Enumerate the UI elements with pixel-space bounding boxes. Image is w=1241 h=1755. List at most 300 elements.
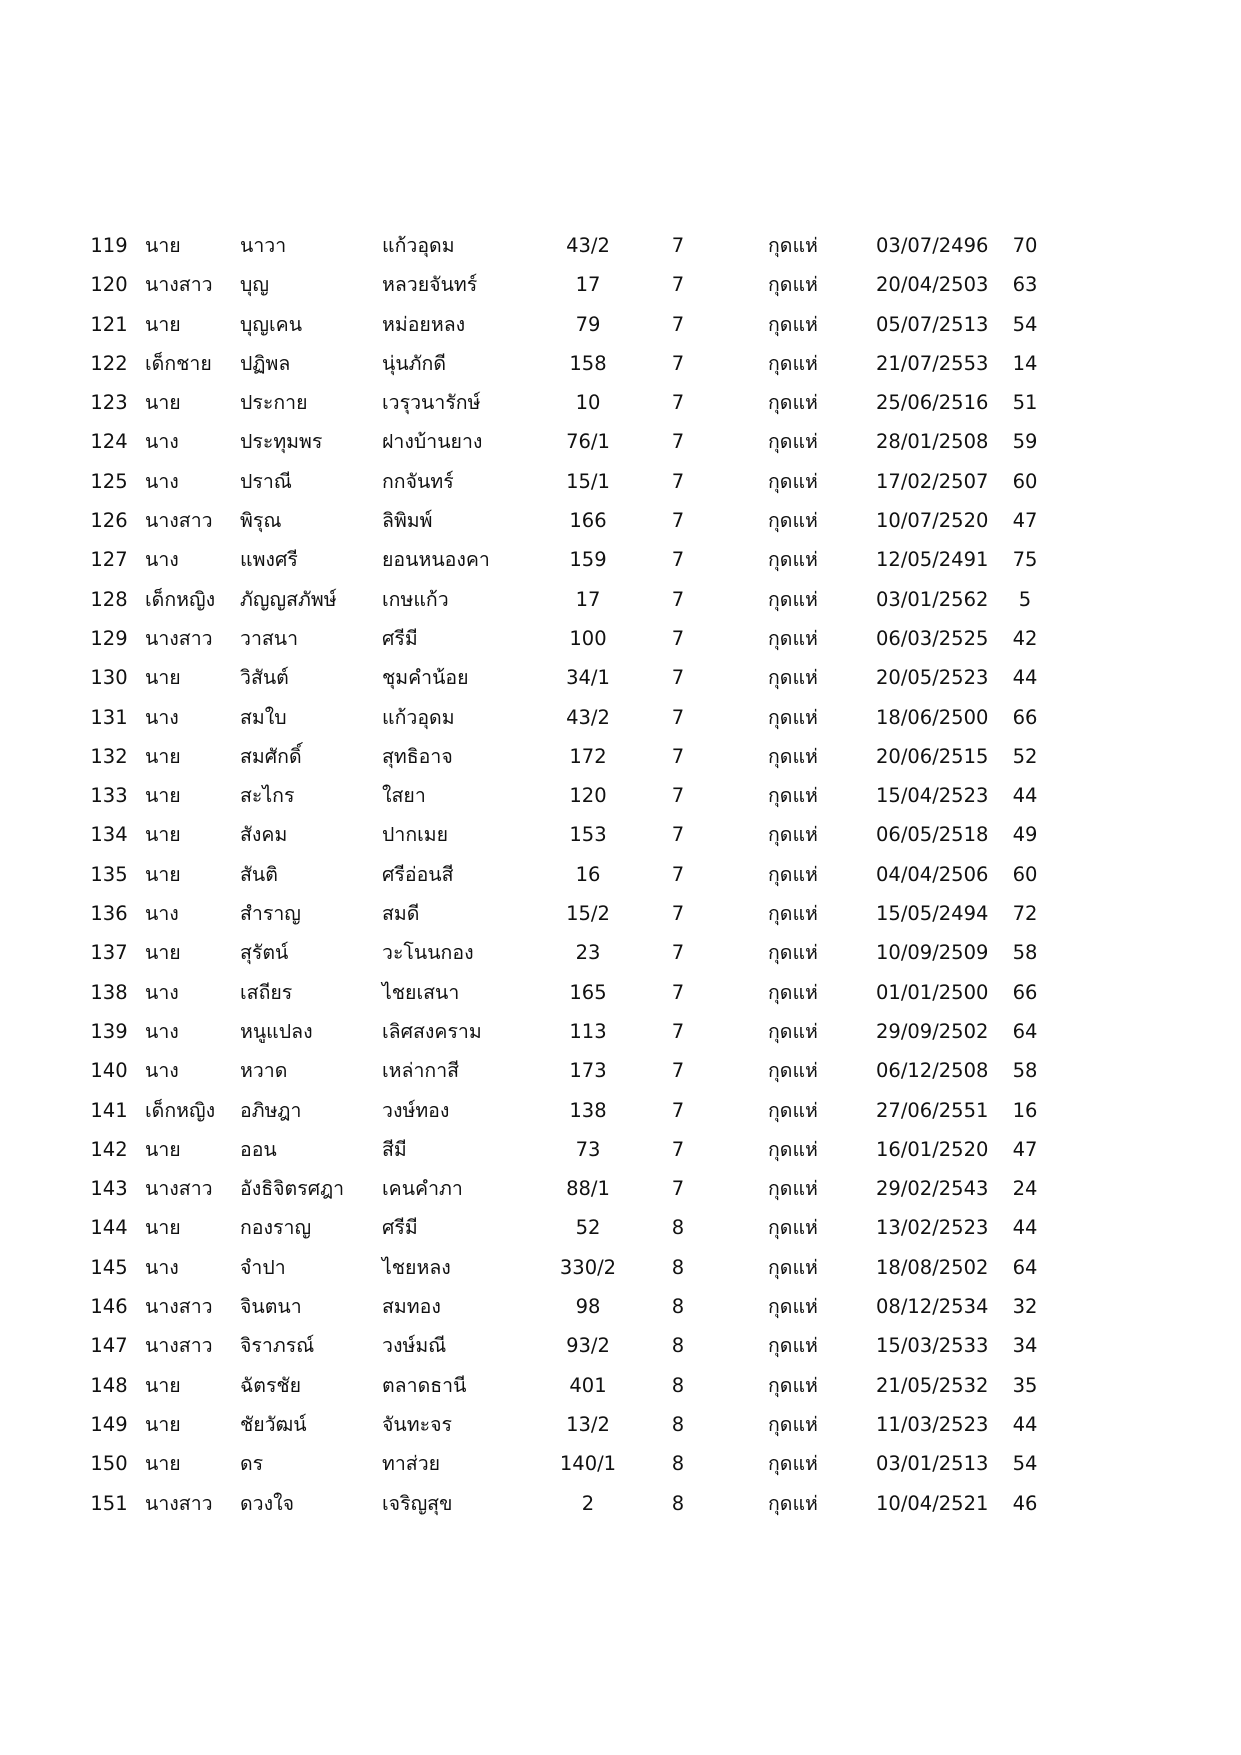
- first-name: บุญเคน: [240, 312, 303, 336]
- age: 54: [1012, 312, 1038, 336]
- birth-date: 01/01/2500: [876, 980, 989, 1004]
- village-group-number: 7: [671, 1059, 685, 1083]
- table-row: [0, 619, 1241, 658]
- table-row: [0, 1405, 1241, 1444]
- row-number: 142: [90, 1137, 128, 1161]
- row-number: 138: [90, 980, 128, 1004]
- row-number: 135: [90, 862, 128, 886]
- house-number: 140/1: [559, 1452, 617, 1476]
- row-number: 151: [90, 1491, 128, 1515]
- first-name: สังคม: [240, 823, 288, 847]
- last-name: ชุมคำน้อย: [382, 666, 469, 690]
- name-prefix: นาย: [145, 1452, 181, 1476]
- village-name: กุดแห่: [768, 784, 818, 808]
- house-number: 165: [569, 980, 607, 1004]
- house-number: 113: [569, 1019, 607, 1043]
- age: 72: [1012, 902, 1038, 926]
- name-prefix: นาย: [145, 1137, 181, 1161]
- village-name: กุดแห่: [768, 1334, 818, 1358]
- age: 75: [1012, 548, 1038, 572]
- last-name: ลิพิมพ์: [382, 509, 433, 533]
- age: 44: [1012, 784, 1038, 808]
- row-number: 143: [90, 1177, 128, 1201]
- village-group-number: 7: [671, 587, 685, 611]
- name-prefix: นาย: [145, 1216, 181, 1240]
- village-name: กุดแห่: [768, 1255, 818, 1279]
- last-name: ปากเมย: [382, 823, 449, 847]
- house-number: 158: [569, 351, 607, 375]
- house-number: 100: [569, 626, 607, 650]
- row-number: 125: [90, 469, 128, 493]
- last-name: สีมี: [382, 1137, 407, 1161]
- last-name: จันทะจร: [382, 1412, 452, 1436]
- first-name: อภิษฎา: [240, 1098, 302, 1122]
- village-group-number: 7: [671, 469, 685, 493]
- age: 60: [1012, 862, 1038, 886]
- last-name: ศรีมี: [382, 626, 418, 650]
- name-prefix: นางสาว: [145, 1491, 213, 1515]
- name-prefix: นาย: [145, 862, 181, 886]
- row-number: 133: [90, 784, 128, 808]
- name-prefix: นางสาว: [145, 1177, 213, 1201]
- row-number: 141: [90, 1098, 128, 1122]
- house-number: 98: [575, 1295, 601, 1319]
- name-prefix: นาย: [145, 666, 181, 690]
- row-number: 126: [90, 509, 128, 533]
- table-row: [0, 1208, 1241, 1247]
- village-group-number: 7: [671, 784, 685, 808]
- age: 59: [1012, 430, 1038, 454]
- house-number: 13/2: [566, 1412, 610, 1436]
- row-number: 132: [90, 744, 128, 768]
- village-group-number: 7: [671, 391, 685, 415]
- first-name: สะไกร: [240, 784, 295, 808]
- house-number: 52: [575, 1216, 601, 1240]
- table-row: [0, 894, 1241, 933]
- last-name: ยอนหนองคา: [382, 548, 490, 572]
- first-name: ประทุมพร: [240, 430, 323, 454]
- village-name: กุดแห่: [768, 587, 818, 611]
- last-name: สมทอง: [382, 1295, 441, 1319]
- first-name: ชัยวัฒน์: [240, 1412, 307, 1436]
- village-group-number: 8: [671, 1491, 685, 1515]
- house-number: 23: [575, 941, 601, 965]
- table-row: [0, 501, 1241, 540]
- age: 66: [1012, 980, 1038, 1004]
- table-row: [0, 1444, 1241, 1483]
- birth-date: 18/08/2502: [876, 1255, 989, 1279]
- table-row: [0, 973, 1241, 1012]
- name-prefix: เด็กหญิง: [145, 587, 216, 611]
- row-number: 148: [90, 1373, 128, 1397]
- village-group-number: 7: [671, 1019, 685, 1043]
- first-name: ภัญญสภัพษ์: [240, 587, 337, 611]
- first-name: ปฏิพล: [240, 351, 291, 375]
- row-number: 121: [90, 312, 128, 336]
- first-name: วิสันต์: [240, 666, 289, 690]
- table-row: [0, 305, 1241, 344]
- age: 64: [1012, 1255, 1038, 1279]
- house-number: 330/2: [559, 1255, 617, 1279]
- village-group-number: 8: [671, 1334, 685, 1358]
- village-group-number: 7: [671, 823, 685, 847]
- village-name: กุดแห่: [768, 980, 818, 1004]
- name-prefix: นาย: [145, 1412, 181, 1436]
- last-name: ไชยหลง: [382, 1255, 451, 1279]
- village-group-number: 7: [671, 626, 685, 650]
- first-name: หนูแปลง: [240, 1019, 313, 1043]
- table-row: [0, 540, 1241, 579]
- name-prefix: นาย: [145, 941, 181, 965]
- village-name: กุดแห่: [768, 312, 818, 336]
- first-name: ปราณี: [240, 469, 292, 493]
- village-name: กุดแห่: [768, 666, 818, 690]
- table-row: [0, 265, 1241, 304]
- last-name: สมดี: [382, 902, 420, 926]
- table-row: [0, 815, 1241, 854]
- row-number: 150: [90, 1452, 128, 1476]
- last-name: ทาส่วย: [382, 1452, 441, 1476]
- village-name: กุดแห่: [768, 1412, 818, 1436]
- house-number: 15/1: [566, 469, 610, 493]
- first-name: สำราญ: [240, 902, 301, 926]
- birth-date: 03/01/2513: [876, 1452, 989, 1476]
- row-number: 147: [90, 1334, 128, 1358]
- name-prefix: นาง: [145, 902, 179, 926]
- village-name: กุดแห่: [768, 1059, 818, 1083]
- village-name: กุดแห่: [768, 744, 818, 768]
- row-number: 119: [90, 234, 128, 257]
- name-prefix: นาย: [145, 234, 181, 257]
- name-prefix: นาย: [145, 1373, 181, 1397]
- row-number: 131: [90, 705, 128, 729]
- first-name: พิรุณ: [240, 509, 282, 533]
- last-name: เลิศสงคราม: [382, 1019, 482, 1043]
- row-number: 149: [90, 1412, 128, 1436]
- house-number: 76/1: [566, 430, 610, 454]
- first-name: สันติ: [240, 862, 278, 886]
- village-name: กุดแห่: [768, 1295, 818, 1319]
- birth-date: 06/12/2508: [876, 1059, 989, 1083]
- row-number: 137: [90, 941, 128, 965]
- table-row: [0, 1012, 1241, 1051]
- village-name: กุดแห่: [768, 705, 818, 729]
- first-name: นาวา: [240, 234, 287, 257]
- age: 60: [1012, 469, 1038, 493]
- last-name: สุทธิอาจ: [382, 744, 453, 768]
- table-row: [0, 855, 1241, 894]
- village-name: กุดแห่: [768, 1452, 818, 1476]
- birth-date: 10/04/2521: [876, 1491, 989, 1515]
- row-number: 145: [90, 1255, 128, 1279]
- age: 34: [1012, 1334, 1038, 1358]
- village-group-number: 7: [671, 744, 685, 768]
- birth-date: 25/06/2516: [876, 391, 989, 415]
- row-number: 139: [90, 1019, 128, 1043]
- name-prefix: นาง: [145, 980, 179, 1004]
- village-name: กุดแห่: [768, 1491, 818, 1515]
- house-number: 172: [569, 744, 607, 768]
- last-name: เจริญสุข: [382, 1491, 453, 1515]
- age: 66: [1012, 705, 1038, 729]
- row-number: 144: [90, 1216, 128, 1240]
- birth-date: 20/04/2503: [876, 273, 989, 297]
- house-number: 73: [575, 1137, 601, 1161]
- birth-date: 03/07/2496: [876, 234, 989, 257]
- name-prefix: นาย: [145, 744, 181, 768]
- name-prefix: นาง: [145, 1255, 179, 1279]
- first-name: หวาด: [240, 1059, 288, 1083]
- table-row: [0, 580, 1241, 619]
- birth-date: 06/03/2525: [876, 626, 989, 650]
- first-name: เสถียร: [240, 980, 293, 1004]
- village-group-number: 7: [671, 1098, 685, 1122]
- last-name: ศรีมี: [382, 1216, 418, 1240]
- table-row: [0, 1326, 1241, 1365]
- first-name: กองราญ: [240, 1216, 312, 1240]
- birth-date: 21/05/2532: [876, 1373, 989, 1397]
- birth-date: 15/03/2533: [876, 1334, 989, 1358]
- birth-date: 21/07/2553: [876, 351, 989, 375]
- house-number: 2: [581, 1491, 595, 1515]
- name-prefix: นาย: [145, 391, 181, 415]
- table-row: [0, 344, 1241, 383]
- village-group-number: 8: [671, 1452, 685, 1476]
- last-name: ศรีอ่อนสี: [382, 862, 454, 886]
- village-group-number: 8: [671, 1373, 685, 1397]
- age: 52: [1012, 744, 1038, 768]
- village-name: กุดแห่: [768, 902, 818, 926]
- age: 5: [1018, 587, 1032, 611]
- village-group-number: 7: [671, 941, 685, 965]
- village-name: กุดแห่: [768, 469, 818, 493]
- last-name: วะโนนกอง: [382, 941, 474, 965]
- name-prefix: นาง: [145, 1059, 179, 1083]
- last-name: วงษ์ทอง: [382, 1098, 450, 1122]
- row-number: 146: [90, 1295, 128, 1319]
- house-number: 17: [575, 273, 601, 297]
- first-name: ฉัตรชัย: [240, 1373, 302, 1397]
- first-name: จินตนา: [240, 1295, 302, 1319]
- age: 14: [1012, 351, 1038, 375]
- last-name: กกจันทร์: [382, 469, 454, 493]
- first-name: ดวงใจ: [240, 1491, 295, 1515]
- birth-date: 18/06/2500: [876, 705, 989, 729]
- table-row: [0, 698, 1241, 737]
- table-row: [0, 1051, 1241, 1090]
- age: 44: [1012, 1412, 1038, 1436]
- village-name: กุดแห่: [768, 1177, 818, 1201]
- village-name: กุดแห่: [768, 862, 818, 886]
- table-row: [0, 776, 1241, 815]
- first-name: วาสนา: [240, 626, 299, 650]
- village-name: กุดแห่: [768, 509, 818, 533]
- village-name: กุดแห่: [768, 823, 818, 847]
- village-name: กุดแห่: [768, 626, 818, 650]
- name-prefix: นางสาว: [145, 626, 213, 650]
- name-prefix: นาง: [145, 548, 179, 572]
- village-group-number: 7: [671, 1177, 685, 1201]
- house-number: 153: [569, 823, 607, 847]
- name-prefix: นาง: [145, 1019, 179, 1043]
- house-number: 43/2: [566, 705, 610, 729]
- village-group-number: 7: [671, 1137, 685, 1161]
- last-name: แก้วอุดม: [382, 705, 455, 729]
- age: 44: [1012, 666, 1038, 690]
- village-name: กุดแห่: [768, 548, 818, 572]
- birth-date: 13/02/2523: [876, 1216, 989, 1240]
- village-name: กุดแห่: [768, 391, 818, 415]
- birth-date: 17/02/2507: [876, 469, 989, 493]
- house-number: 79: [575, 312, 601, 336]
- age: 42: [1012, 626, 1038, 650]
- house-number: 34/1: [566, 666, 610, 690]
- row-number: 128: [90, 587, 128, 611]
- last-name: ใสยา: [382, 784, 426, 808]
- village-group-number: 7: [671, 862, 685, 886]
- village-group-number: 7: [671, 902, 685, 926]
- house-number: 166: [569, 509, 607, 533]
- village-name: กุดแห่: [768, 1019, 818, 1043]
- birth-date: 08/12/2534: [876, 1295, 989, 1319]
- table-row: [0, 422, 1241, 461]
- age: 58: [1012, 1059, 1038, 1083]
- last-name: นุ่นภักดี: [382, 351, 446, 375]
- village-name: กุดแห่: [768, 941, 818, 965]
- table-row: [0, 933, 1241, 972]
- name-prefix: นาย: [145, 784, 181, 808]
- house-number: 10: [575, 391, 601, 415]
- village-name: กุดแห่: [768, 1137, 818, 1161]
- last-name: เหล่ากาสี: [382, 1059, 460, 1083]
- age: 46: [1012, 1491, 1038, 1515]
- birth-date: 20/05/2523: [876, 666, 989, 690]
- row-number: 127: [90, 548, 128, 572]
- last-name: ฝางบ้านยาง: [382, 430, 483, 454]
- row-number: 130: [90, 666, 128, 690]
- table-row: [0, 658, 1241, 697]
- last-name: แก้วอุดม: [382, 234, 455, 257]
- name-prefix: นางสาว: [145, 273, 213, 297]
- house-number: 16: [575, 862, 601, 886]
- table-row: [0, 737, 1241, 776]
- birth-date: 06/05/2518: [876, 823, 989, 847]
- last-name: หม่อยหลง: [382, 312, 466, 336]
- last-name: เวรุวนารักษ์: [382, 391, 481, 415]
- village-group-number: 7: [671, 234, 685, 257]
- first-name: ออน: [240, 1137, 277, 1161]
- name-prefix: นาง: [145, 705, 179, 729]
- last-name: หลวยจันทร์: [382, 273, 478, 297]
- house-number: 159: [569, 548, 607, 572]
- first-name: แพงศรี: [240, 548, 298, 572]
- first-name: บุญ: [240, 273, 269, 297]
- village-group-number: 7: [671, 351, 685, 375]
- village-name: กุดแห่: [768, 1373, 818, 1397]
- row-number: 134: [90, 823, 128, 847]
- house-number: 17: [575, 587, 601, 611]
- village-group-number: 7: [671, 430, 685, 454]
- village-name: กุดแห่: [768, 430, 818, 454]
- house-number: 88/1: [566, 1177, 610, 1201]
- house-number: 173: [569, 1059, 607, 1083]
- age: 32: [1012, 1295, 1038, 1319]
- birth-date: 04/04/2506: [876, 862, 989, 886]
- row-number: 120: [90, 273, 128, 297]
- first-name: สมใบ: [240, 705, 287, 729]
- table-row: [0, 462, 1241, 501]
- row-number: 123: [90, 391, 128, 415]
- name-prefix: นาย: [145, 312, 181, 336]
- village-name: กุดแห่: [768, 1216, 818, 1240]
- birth-date: 27/06/2551: [876, 1098, 989, 1122]
- village-group-number: 7: [671, 666, 685, 690]
- birth-date: 10/07/2520: [876, 509, 989, 533]
- birth-date: 03/01/2562: [876, 587, 989, 611]
- age: 51: [1012, 391, 1038, 415]
- age: 64: [1012, 1019, 1038, 1043]
- first-name: จำปา: [240, 1255, 286, 1279]
- house-number: 138: [569, 1098, 607, 1122]
- last-name: ตลาดธานี: [382, 1373, 467, 1397]
- village-group-number: 7: [671, 273, 685, 297]
- last-name: วงษ์มณี: [382, 1334, 447, 1358]
- table-row: [0, 1287, 1241, 1326]
- resident-roster: [0, 226, 1241, 1523]
- birth-date: 10/09/2509: [876, 941, 989, 965]
- name-prefix: เด็กชาย: [145, 351, 212, 375]
- village-name: กุดแห่: [768, 1098, 818, 1122]
- table-row: [0, 383, 1241, 422]
- village-name: กุดแห่: [768, 234, 818, 257]
- last-name: เกษแก้ว: [382, 587, 449, 611]
- first-name: สุรัตน์: [240, 941, 289, 965]
- village-name: กุดแห่: [768, 273, 818, 297]
- first-name: จิราภรณ์: [240, 1334, 315, 1358]
- first-name: ดร: [240, 1452, 264, 1476]
- village-group-number: 8: [671, 1412, 685, 1436]
- first-name: อังธิจิตรศฎา: [240, 1177, 345, 1201]
- birth-date: 20/06/2515: [876, 744, 989, 768]
- village-group-number: 7: [671, 312, 685, 336]
- house-number: 93/2: [566, 1334, 610, 1358]
- table-row: [0, 1130, 1241, 1169]
- age: 24: [1012, 1177, 1038, 1201]
- name-prefix: นางสาว: [145, 509, 213, 533]
- table-row: [0, 1169, 1241, 1208]
- last-name: เคนคำภา: [382, 1177, 463, 1201]
- age: 49: [1012, 823, 1038, 847]
- village-group-number: 8: [671, 1255, 685, 1279]
- name-prefix: นาย: [145, 823, 181, 847]
- house-number: 43/2: [566, 234, 610, 257]
- age: 47: [1012, 509, 1038, 533]
- village-group-number: 8: [671, 1216, 685, 1240]
- house-number: 120: [569, 784, 607, 808]
- village-group-number: 8: [671, 1295, 685, 1319]
- birth-date: 29/02/2543: [876, 1177, 989, 1201]
- birth-date: 16/01/2520: [876, 1137, 989, 1161]
- village-group-number: 7: [671, 548, 685, 572]
- first-name: สมศักดิ์: [240, 744, 302, 768]
- age: 16: [1012, 1098, 1038, 1122]
- birth-date: 29/09/2502: [876, 1019, 989, 1043]
- name-prefix: นาง: [145, 430, 179, 454]
- first-name: ประกาย: [240, 391, 308, 415]
- village-name: กุดแห่: [768, 351, 818, 375]
- house-number: 401: [569, 1373, 607, 1397]
- age: 54: [1012, 1452, 1038, 1476]
